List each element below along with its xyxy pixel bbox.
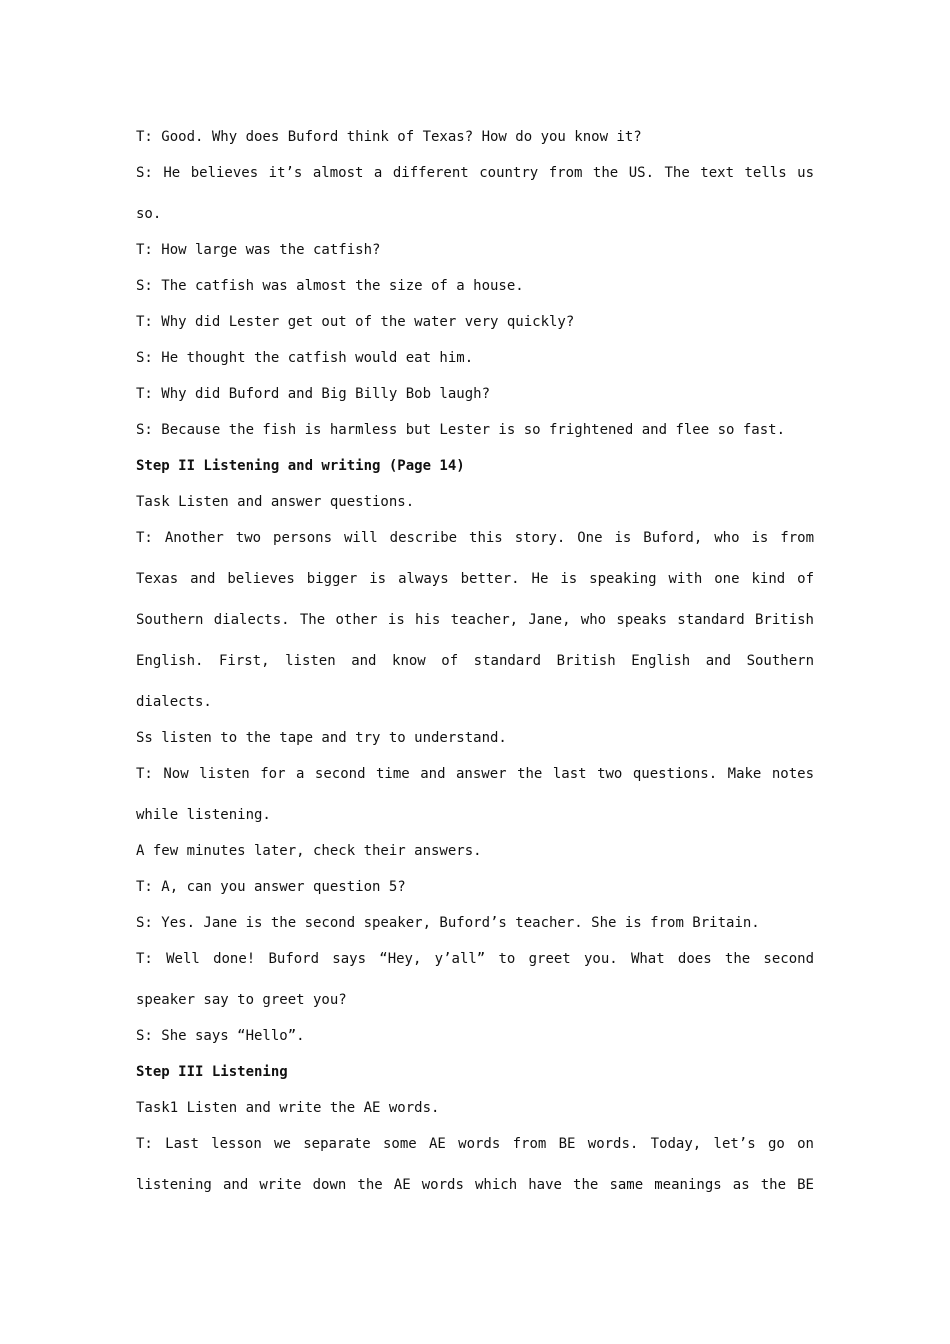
text-line: Texas and believes bigger is always better. He is speaking with one kind of [136, 571, 814, 587]
text-line: S: Because the fish is harmless but Lester is so frightened and flee so fast. [136, 422, 786, 438]
text-line: T: Why did Lester get out of the water very quickly? [136, 314, 575, 330]
text-line: listening and write down the AE words which have the same meanings as the BE [136, 1177, 814, 1193]
text-line: T: A, can you answer question 5? [136, 879, 406, 895]
text-line: T: Another two persons will describe this story. One is Buford, who is from [136, 530, 814, 546]
text-line: T: Good. Why does Buford think of Texas? How do you know it? [136, 129, 642, 145]
document-page [136, 119, 814, 1208]
text-line: Task Listen and answer questions. [136, 494, 415, 510]
text-line: dialects. [136, 694, 212, 710]
text-line: T: Why did Buford and Big Billy Bob laugh? [136, 386, 491, 402]
text-line: Southern dialects. The other is his teacher, Jane, who speaks standard British [136, 612, 814, 628]
text-line: S: The catfish was almost the size of a house. [136, 278, 524, 294]
section-heading: Step II Listening and writing (Page 14) [136, 458, 465, 474]
text-line: S: He thought the catfish would eat him. [136, 350, 474, 366]
text-line: A few minutes later, check their answers. [136, 843, 482, 859]
text-line: Ss listen to the tape and try to understand. [136, 730, 507, 746]
text-line: S: She says “Hello”. [136, 1028, 305, 1044]
text-line: English. First, listen and know of standard British English and Southern [136, 653, 814, 669]
text-line: T: Well done! Buford says “Hey, y’all” to greet you. What does the second [136, 951, 814, 967]
text-line: Task1 Listen and write the AE words. [136, 1100, 440, 1116]
text-line: T: Now listen for a second time and answer the last two questions. Make notes [136, 766, 814, 782]
text-line: speaker say to greet you? [136, 992, 347, 1008]
text-line: S: He believes it’s almost a different country from the US. The text tells us [136, 165, 814, 181]
text-line: T: How large was the catfish? [136, 242, 381, 258]
text-line: so. [136, 206, 162, 222]
section-heading: Step III Listening [136, 1064, 288, 1080]
text-line: while listening. [136, 807, 271, 823]
text-line: S: Yes. Jane is the second speaker, Buford’s teacher. She is from Britain. [136, 915, 760, 931]
text-line: T: Last lesson we separate some AE words from BE words. Today, let’s go on [136, 1136, 814, 1152]
